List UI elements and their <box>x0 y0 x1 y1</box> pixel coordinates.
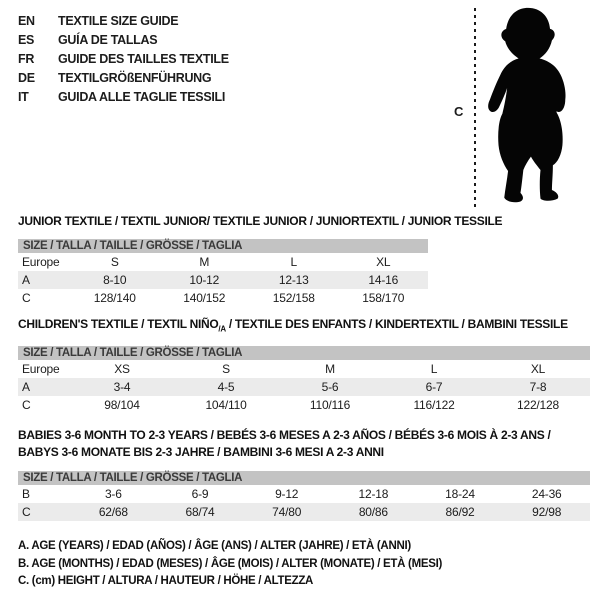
row-label: C <box>22 505 31 519</box>
language-row-de <box>18 69 229 88</box>
table-cell: 7-8 <box>529 380 547 395</box>
row-label: A <box>22 273 30 287</box>
table-cell: 68/74 <box>185 505 215 519</box>
language-title: GUÍA DE TALLAS <box>58 33 158 47</box>
table-cell: 158/170 <box>362 291 405 305</box>
table-cell: XS <box>114 362 130 377</box>
table-cell: 98/104 <box>104 398 140 413</box>
table-row-europe <box>18 360 590 378</box>
table-cell: 3-4 <box>113 380 131 395</box>
table-cell: 62/68 <box>98 505 128 519</box>
babies-textile-section <box>18 427 590 521</box>
junior-textile-section <box>18 214 503 307</box>
children-heading-subscript: /A <box>218 324 226 334</box>
children-section-heading <box>18 317 590 336</box>
table-cell: 12-13 <box>278 273 309 287</box>
table-cell: 74/80 <box>272 505 302 519</box>
table-cell: 122/128 <box>517 398 559 413</box>
size-table-header: SIZE / TALLA / TAILLE / GRÖSSE / TAGLIA <box>18 239 428 253</box>
babies-section-heading-line2: BABYS 3-6 MONATE BIS 2-3 JAHRE / BAMBINI 3-6 MESI A 2-3 ANNI <box>18 445 384 459</box>
children-heading-suffix: / TEXTILE DES ENFANTS / KINDERTEXTIL / BAMBINI TESSILE <box>225 317 568 331</box>
children-textile-section <box>18 317 590 414</box>
table-cell: 3-6 <box>104 487 122 501</box>
table-cell: 80/86 <box>358 505 388 519</box>
table-cell: 5-6 <box>321 380 339 395</box>
table-cell: S <box>110 255 119 269</box>
table-cell: 116/122 <box>413 398 455 413</box>
table-cell: 86/92 <box>445 505 475 519</box>
table-cell: M <box>325 362 335 377</box>
language-code: IT <box>18 90 29 104</box>
table-cell: 152/158 <box>272 291 315 305</box>
table-row-height-cm <box>18 289 428 307</box>
row-label: Europe <box>22 362 60 377</box>
junior-size-table <box>18 239 428 307</box>
legend-line-b: B. AGE (MONTHS) / EDAD (MESES) / ÂGE (MOIS) / ALTER (MONATE) / ETÀ (MESI) <box>18 557 443 570</box>
language-row-en <box>18 12 229 31</box>
table-cell: 12-18 <box>358 487 389 501</box>
row-label: C <box>22 398 31 413</box>
table-cell: 10-12 <box>189 273 220 287</box>
table-cell: 4-5 <box>217 380 235 395</box>
language-title: GUIDA ALLE TAGLIE TESSILI <box>58 90 226 104</box>
table-cell: 92/98 <box>532 505 562 519</box>
table-row-height-cm <box>18 503 590 521</box>
size-table-header: SIZE / TALLA / TAILLE / GRÖSSE / TAGLIA <box>18 346 590 360</box>
size-table-header: SIZE / TALLA / TAILLE / GRÖSSE / TAGLIA <box>18 471 590 485</box>
language-title: TEXTILE SIZE GUIDE <box>58 14 179 28</box>
children-size-table <box>18 346 590 414</box>
row-label: C <box>22 291 31 305</box>
toddler-silhouette-icon <box>482 6 578 211</box>
table-cell: M <box>199 255 210 269</box>
table-cell: 110/116 <box>309 398 351 413</box>
babies-section-heading-line1: BABIES 3-6 MONTH TO 2-3 YEARS / BEBÉS 3-6 MESES A 2-3 AÑOS / BÉBÉS 3-6 MOIS À 2-3 ANS / <box>18 428 551 442</box>
table-cell: 8-10 <box>103 273 127 287</box>
row-label: Europe <box>22 255 60 269</box>
legend-line-c: C. (cm) HEIGHT / ALTURA / HAUTEUR / HÖHE / ALTEZZA <box>18 575 314 587</box>
child-silhouette-figure <box>448 4 593 216</box>
table-cell: 18-24 <box>445 487 475 501</box>
language-code: FR <box>18 52 35 66</box>
table-row-age-years <box>18 271 428 289</box>
table-cell: 128/140 <box>93 291 136 305</box>
children-heading-prefix: CHILDREN'S TEXTILE / TEXTIL NIÑO <box>18 317 219 331</box>
table-cell: L <box>430 362 438 377</box>
language-title: TEXTILGRÖßENFÜHRUNG <box>58 71 212 85</box>
language-row-it <box>18 88 229 107</box>
table-cell: S <box>222 362 230 377</box>
table-cell: 24-36 <box>531 487 562 501</box>
table-cell: 14-16 <box>368 273 399 287</box>
language-code: EN <box>18 14 35 28</box>
junior-section-heading: JUNIOR TEXTILE / TEXTIL JUNIOR/ TEXTILE JUNIOR / JUNIORTEXTIL / JUNIOR TESSILE <box>18 214 503 228</box>
measurement-key-legend <box>18 538 442 591</box>
language-code: ES <box>18 33 35 47</box>
language-row-es <box>18 31 229 50</box>
height-measure-label: C <box>454 104 464 119</box>
table-row-europe <box>18 253 428 271</box>
babies-size-table <box>18 471 590 521</box>
language-code: DE <box>18 71 35 85</box>
table-cell: L <box>290 255 297 269</box>
language-legend <box>18 12 229 107</box>
table-cell: 9-12 <box>275 487 299 501</box>
table-row-height-cm <box>18 396 590 414</box>
table-cell: XL <box>376 255 391 269</box>
row-label: A <box>22 380 30 395</box>
language-title: GUIDE DES TAILLES TEXTILE <box>58 52 229 66</box>
table-cell: 104/110 <box>205 398 247 413</box>
legend-line-a: A. AGE (YEARS) / EDAD (AÑOS) / ÂGE (ANS) / ALTER (JAHRE) / ETÀ (ANNI) <box>18 540 411 552</box>
table-cell: 140/152 <box>183 291 226 305</box>
table-cell: XL <box>530 362 546 377</box>
language-row-fr <box>18 50 229 69</box>
table-cell: 6-9 <box>191 487 209 501</box>
table-row-age-months <box>18 485 590 503</box>
table-cell: 6-7 <box>425 380 443 395</box>
table-row-age-years <box>18 378 590 396</box>
height-measure-dashed-line <box>474 8 476 210</box>
row-label: B <box>22 487 30 501</box>
